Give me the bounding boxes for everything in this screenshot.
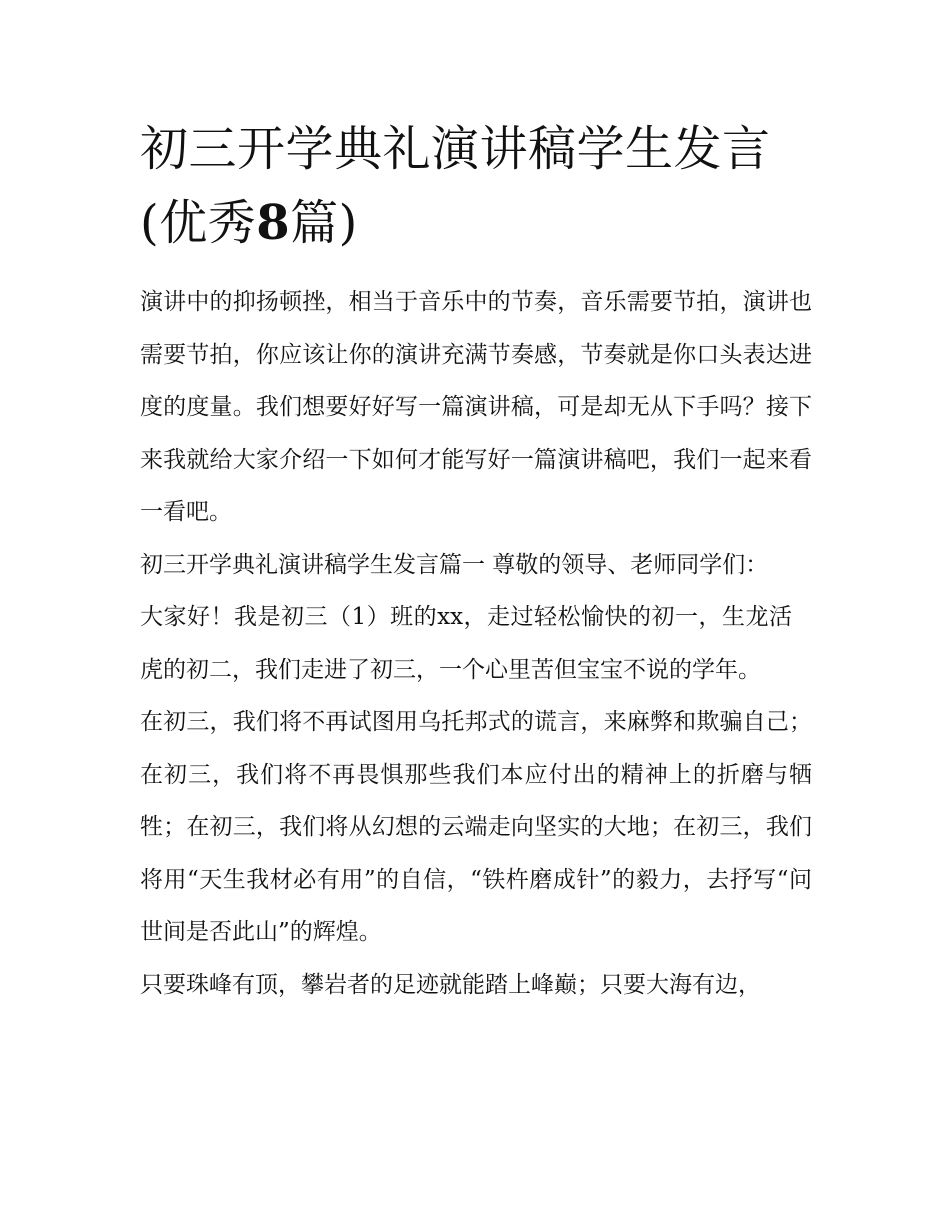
title-line-2-suffix: 篇) (290, 195, 358, 251)
paragraph-speech-heading: 初三开学典礼演讲稿学生发言篇一 尊敬的领导、老师同学们： (140, 551, 769, 578)
paragraph-intro: 演讲中的抑扬顿挫，相当于音乐中的节奏，音乐需要节拍，演讲也需要节拍，你应该让你的演讲充满节奏感，节奏就是你口头表达进度的度量。我们想要好好写一篇演讲稿，可是却无从下手吗？接下来我就给大家介绍一下如何才能写好一篇演讲稿吧，我们一起来看一看吧。 (140, 289, 812, 525)
document-body (140, 276, 812, 1011)
title-line-2-prefix: (优秀 (140, 195, 257, 251)
paragraph-junior-three: 在初三，我们将不再试图用乌托邦式的谎言，来麻弊和欺骗自己；在初三，我们将不再畏惧那些我们本应付出的精神上的折磨与牺牲；在初三，我们将从幻想的云端走向坚实的大地；在初三，我们将用“天生我材必有用”的自信，“铁杵磨成针”的毅力，去抒写“问世间是否此山”的辉煌。 (140, 709, 812, 945)
document-content (140, 112, 812, 1011)
paragraph-greeting: 大家好！我是初三（1）班的xx，走过轻松愉快的初一，生龙活虎的初二，我们走进了初三，一个心里苦但宝宝不说的学年。 (140, 604, 792, 683)
document-title (140, 112, 812, 260)
paragraph-everest: 只要珠峰有顶，攀岩者的足迹就能踏上峰巅；只要大海有边， (140, 971, 761, 998)
title-line-1: 初三开学典礼演讲稿学生发言 (140, 121, 771, 177)
title-line-2-number: 8 (256, 195, 291, 251)
